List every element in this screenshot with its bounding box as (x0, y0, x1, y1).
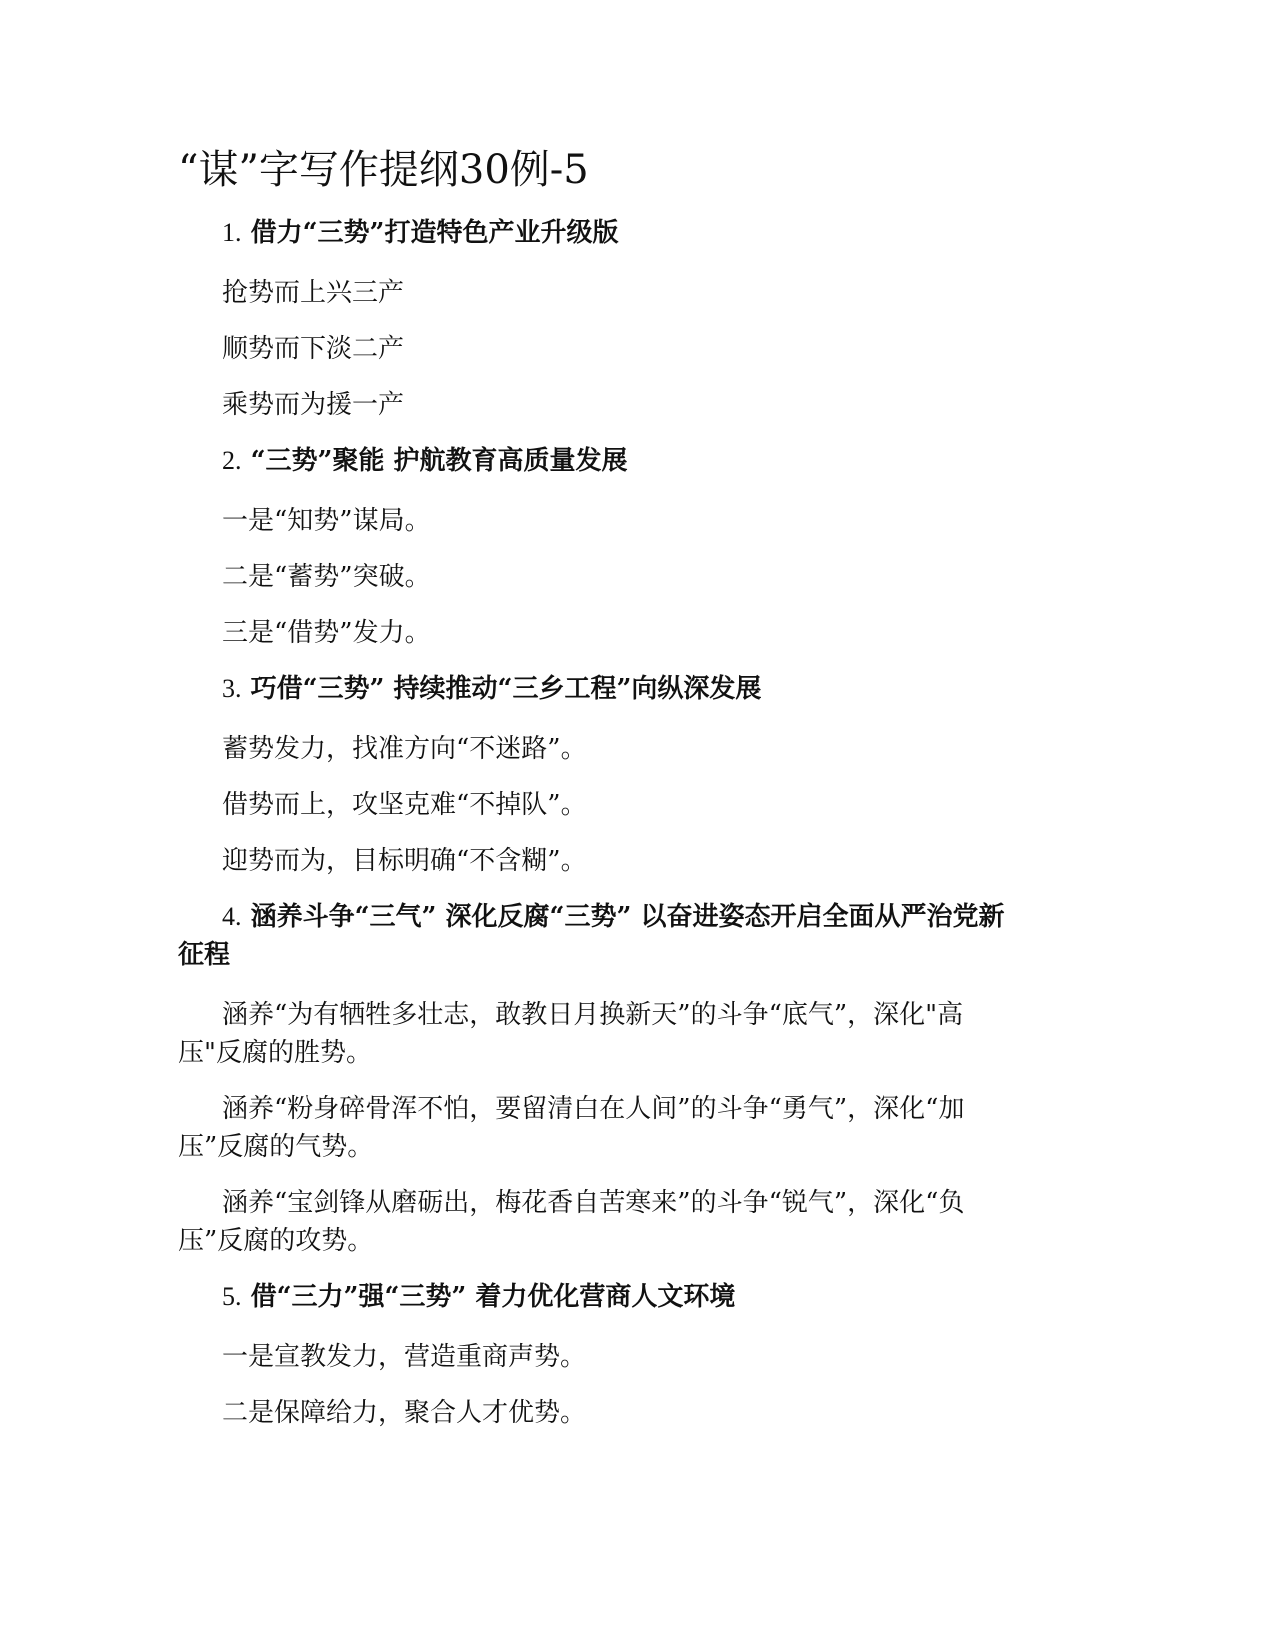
section-heading-2 (178, 442, 1028, 480)
section-item: 乘势而为援一产 (222, 390, 405, 420)
section-item: 迎势而为，目标明确“不含糊”。 (222, 846, 587, 876)
section-item: 一是宣教发力，营造重商声势。 (222, 1342, 587, 1372)
document-title: “谋”字写作提纲30例-5 (178, 147, 589, 193)
section-heading-1 (178, 214, 1028, 252)
section-heading-text: 借“三力”强“三势” 着力优化营商人文环境 (250, 1282, 736, 1312)
section-item: 借势而上，攻坚克难“不掉队”。 (222, 790, 587, 820)
section-heading-4 (178, 898, 1028, 974)
section-heading-text: 涵养斗争“三气” 深化反腐“三势” 以奋进姿态开启全面从严治党新征程 (178, 902, 1005, 970)
section-number: 3. (222, 674, 242, 703)
section-heading-text: 巧借“三势” 持续推动“三乡工程”向纵深发展 (250, 674, 762, 704)
section-heading-text: 借力“三势”打造特色产业升级版 (250, 218, 619, 248)
section-item: 涵养“粉身碎骨浑不怕，要留清白在人间”的斗争“勇气”，深化“加压”反腐的气势。 (178, 1094, 965, 1162)
document-body (178, 214, 1028, 1450)
section-item: 三是“借势”发力。 (222, 618, 431, 648)
section-item: 涵养“为有牺牲多壮志，敢教日月换新天”的斗争“底气”，深化"高压"反腐的胜势。 (178, 1000, 964, 1068)
section-heading-5 (178, 1278, 1028, 1316)
section-item: 顺势而下淡二产 (222, 334, 405, 364)
section-number: 1. (222, 218, 242, 247)
section-heading-text: “三势”聚能 护航教育高质量发展 (250, 446, 628, 476)
section-item: 一是“知势”谋局。 (222, 506, 431, 536)
section-item: 二是“蓄势”突破。 (222, 562, 431, 592)
section-item: 蓄势发力，找准方向“不迷路”。 (222, 734, 587, 764)
section-item: 涵养“宝剑锋从磨砺出，梅花香自苦寒来”的斗争“锐气”，深化“负压”反腐的攻势。 (178, 1188, 965, 1256)
section-item: 抢势而上兴三产 (222, 278, 405, 308)
section-heading-3 (178, 670, 1028, 708)
section-number: 5. (222, 1282, 242, 1311)
section-number: 2. (222, 446, 242, 475)
section-item: 二是保障给力，聚合人才优势。 (222, 1398, 587, 1428)
section-number: 4. (222, 902, 242, 931)
